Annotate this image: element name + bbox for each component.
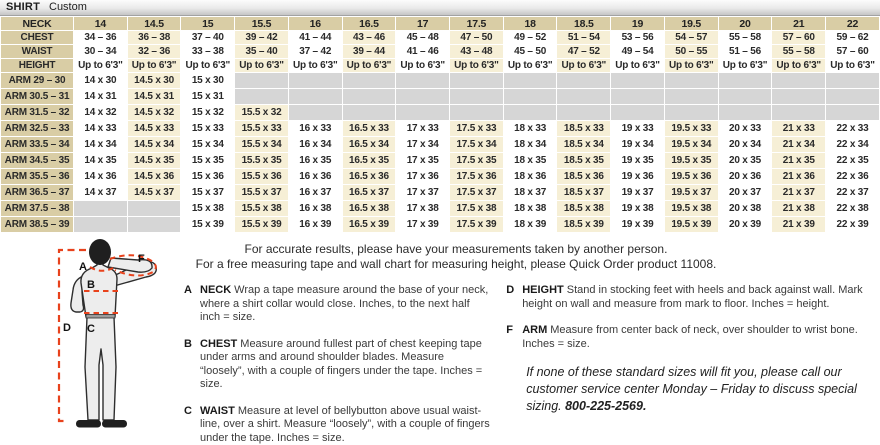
table-row <box>1 169 880 185</box>
size-cell: 45 – 48 <box>396 31 450 45</box>
table-row <box>1 217 880 233</box>
size-cell: 57 – 60 <box>772 31 826 45</box>
size-cell: 37 – 42 <box>288 45 342 59</box>
size-cell: 15 x 35 <box>181 153 235 169</box>
size-cell: 16 x 34 <box>288 137 342 153</box>
neck-row-label: NECK <box>1 17 74 31</box>
size-cell: Up to 6'3" <box>181 59 235 73</box>
size-cell: 17.5 x 38 <box>450 201 504 217</box>
size-cell <box>127 217 181 233</box>
figure-label-d: D <box>63 322 71 334</box>
size-cell <box>288 105 342 121</box>
size-cell: 15 x 34 <box>181 137 235 153</box>
size-cell <box>826 73 880 89</box>
size-cell: 16.5 x 34 <box>342 137 396 153</box>
instruction-height <box>506 284 876 311</box>
row-label: ARM 31.5 – 32 <box>1 105 74 121</box>
size-cell: Up to 6'3" <box>396 59 450 73</box>
size-cell: Up to 6'3" <box>342 59 396 73</box>
size-cell: 19.5 x 37 <box>664 185 718 201</box>
size-cell: Up to 6'3" <box>557 59 611 73</box>
neck-size: 19 <box>611 17 665 31</box>
size-cell <box>235 73 289 89</box>
size-cell: 53 – 56 <box>611 31 665 45</box>
table-row <box>1 185 880 201</box>
shoe-left <box>76 420 101 428</box>
size-cell: 47 – 52 <box>557 45 611 59</box>
size-cell: 35 – 40 <box>235 45 289 59</box>
size-cell: 21 x 35 <box>772 153 826 169</box>
instruction-text: WAIST Measure at level of bellybutton above usual waist-line, over a shirt. Measure “loosely”, with a couple of fingers under the tape. Inches = size. <box>200 404 490 444</box>
size-cell: 19.5 x 39 <box>664 217 718 233</box>
row-label: ARM 36.5 – 37 <box>1 185 74 201</box>
size-cell: 34 – 36 <box>74 31 128 45</box>
row-label: ARM 29 – 30 <box>1 73 74 89</box>
neck-size: 22 <box>826 17 880 31</box>
special-sizing-note: If none of these standard sizes will fit you, please call our customer service center Monday – Friday to discuss special sizing. 800-225-2569. <box>526 365 857 413</box>
instruction-text: ARM Measure from center back of neck, over shoulder to wrist bone. Inches = size. <box>522 324 858 350</box>
figure-label-c: C <box>87 323 95 335</box>
size-cell: 39 – 44 <box>342 45 396 59</box>
size-cell: Up to 6'3" <box>450 59 504 73</box>
size-cell: 18.5 x 33 <box>557 121 611 137</box>
size-cell <box>288 73 342 89</box>
size-cell: 14.5 x 33 <box>127 121 181 137</box>
size-cell <box>396 105 450 121</box>
size-cell: 49 – 54 <box>611 45 665 59</box>
size-cell: 15 x 32 <box>181 105 235 121</box>
size-cell: 16.5 x 35 <box>342 153 396 169</box>
instruction-letter: A <box>184 284 192 296</box>
size-cell: 17 x 33 <box>396 121 450 137</box>
size-cell: 18 x 37 <box>503 185 557 201</box>
size-cell: 41 – 44 <box>288 31 342 45</box>
table-row <box>1 121 880 137</box>
size-cell <box>611 105 665 121</box>
size-cell: 18.5 x 36 <box>557 169 611 185</box>
instructions-column-right <box>506 284 876 445</box>
size-cell: 15.5 x 35 <box>235 153 289 169</box>
size-cell: 21 x 34 <box>772 137 826 153</box>
size-cell: 19 x 34 <box>611 137 665 153</box>
size-cell <box>396 73 450 89</box>
size-cell <box>450 105 504 121</box>
table-row <box>1 59 880 73</box>
size-cell: 19 x 36 <box>611 169 665 185</box>
size-cell: 20 x 35 <box>718 153 772 169</box>
table-row <box>1 73 880 89</box>
size-cell: 20 x 37 <box>718 185 772 201</box>
size-cell: 17 x 38 <box>396 201 450 217</box>
row-label: ARM 35.5 – 36 <box>1 169 74 185</box>
size-cell: 22 x 33 <box>826 121 880 137</box>
size-cell <box>450 73 504 89</box>
size-cell <box>342 73 396 89</box>
intro-text <box>180 242 732 272</box>
size-cell: 15 x 30 <box>181 73 235 89</box>
instruction-text: NECK Wrap a tape measure around the base of your neck, where a shirt collar would close. Inches, to the next half inch = size. <box>200 284 489 323</box>
neck-header-row <box>1 17 880 31</box>
table-row <box>1 89 880 105</box>
size-cell <box>664 105 718 121</box>
instruction-neck <box>184 284 490 325</box>
size-cell: Up to 6'3" <box>503 59 557 73</box>
size-cell <box>503 89 557 105</box>
size-cell: 15.5 x 38 <box>235 201 289 217</box>
instruction-letter: C <box>184 404 192 417</box>
measurement-figure-illustration <box>10 237 180 442</box>
row-label: CHEST <box>1 31 74 45</box>
size-cell: Up to 6'3" <box>74 59 128 73</box>
size-cell: Up to 6'3" <box>235 59 289 73</box>
size-cell <box>826 89 880 105</box>
size-cell: 14 x 35 <box>74 153 128 169</box>
size-cell: 18 x 39 <box>503 217 557 233</box>
size-cell: 15 x 33 <box>181 121 235 137</box>
instruction-letter: F <box>506 324 513 336</box>
size-cell <box>611 73 665 89</box>
size-cell: 15.5 x 32 <box>235 105 289 121</box>
neck-size: 14.5 <box>127 17 181 31</box>
size-cell <box>557 89 611 105</box>
figure-label-b: B <box>87 279 95 291</box>
size-cell: 20 x 34 <box>718 137 772 153</box>
table-row <box>1 153 880 169</box>
size-cell: 18.5 x 39 <box>557 217 611 233</box>
neck-size: 16 <box>288 17 342 31</box>
size-cell: 14.5 x 32 <box>127 105 181 121</box>
size-cell: 22 x 35 <box>826 153 880 169</box>
size-cell: 43 – 46 <box>342 31 396 45</box>
size-cell: 21 x 39 <box>772 217 826 233</box>
table-row <box>1 45 880 59</box>
size-cell <box>503 105 557 121</box>
row-label: ARM 34.5 – 35 <box>1 153 74 169</box>
size-cell: 19.5 x 35 <box>664 153 718 169</box>
size-cell: 19 x 37 <box>611 185 665 201</box>
size-cell: 14.5 x 37 <box>127 185 181 201</box>
instructions-column-left <box>184 284 490 445</box>
size-cell: 32 – 36 <box>127 45 181 59</box>
size-cell: 41 – 46 <box>396 45 450 59</box>
shoe-right <box>102 420 127 428</box>
table-row <box>1 201 880 217</box>
size-cell <box>718 73 772 89</box>
size-cell: 18 x 38 <box>503 201 557 217</box>
instruction-text: CHEST Measure around fullest part of chest keeping tape under arms and around shoulder blades. Measure “loosely”, with a couple of fingers under the tape. Inches = size. <box>200 337 483 390</box>
size-cell <box>664 89 718 105</box>
size-cell <box>718 105 772 121</box>
waistband <box>86 315 115 319</box>
size-cell: 15.5 x 34 <box>235 137 289 153</box>
size-cell: 18 x 33 <box>503 121 557 137</box>
neck-size: 21 <box>772 17 826 31</box>
neck-size: 15 <box>181 17 235 31</box>
instruction-text: HEIGHT Stand in stocking feet with heels and back against wall. Mark height on wall and measure from mark to floor. Inches = height. <box>522 284 863 310</box>
size-cell: 20 x 33 <box>718 121 772 137</box>
size-cell <box>664 73 718 89</box>
size-cell: 19.5 x 36 <box>664 169 718 185</box>
size-cell: 16 x 33 <box>288 121 342 137</box>
size-cell: 14 x 37 <box>74 185 128 201</box>
instruction-letter: B <box>184 337 192 350</box>
size-cell: 21 x 36 <box>772 169 826 185</box>
measuring-section <box>0 233 880 445</box>
size-cell: 36 – 38 <box>127 31 181 45</box>
size-cell: 15.5 x 39 <box>235 217 289 233</box>
size-cell: 33 – 38 <box>181 45 235 59</box>
size-cell: 19.5 x 34 <box>664 137 718 153</box>
size-cell: 19 x 39 <box>611 217 665 233</box>
size-cell: 43 – 48 <box>450 45 504 59</box>
size-cell: 16.5 x 33 <box>342 121 396 137</box>
size-cell: 16.5 x 36 <box>342 169 396 185</box>
figure-label-a: A <box>79 261 87 273</box>
chart-subtitle: Custom <box>49 1 87 13</box>
size-cell: 15 x 31 <box>181 89 235 105</box>
size-cell: 18.5 x 38 <box>557 201 611 217</box>
size-cell: 21 x 37 <box>772 185 826 201</box>
row-label: ARM 37.5 – 38 <box>1 201 74 217</box>
instruction-waist <box>184 405 490 445</box>
row-label: WAIST <box>1 45 74 59</box>
size-cell: 18.5 x 34 <box>557 137 611 153</box>
size-cell: Up to 6'3" <box>664 59 718 73</box>
size-cell <box>342 105 396 121</box>
size-cell: 37 – 40 <box>181 31 235 45</box>
size-cell: 59 – 62 <box>826 31 880 45</box>
size-cell: 50 – 55 <box>664 45 718 59</box>
size-cell: 16 x 36 <box>288 169 342 185</box>
neck-size: 17 <box>396 17 450 31</box>
size-cell: 22 x 34 <box>826 137 880 153</box>
size-cell: 15.5 x 36 <box>235 169 289 185</box>
size-cell: 14.5 x 35 <box>127 153 181 169</box>
size-cell: Up to 6'3" <box>826 59 880 73</box>
size-cell <box>826 105 880 121</box>
size-cell: 22 x 36 <box>826 169 880 185</box>
size-cell: 14.5 x 36 <box>127 169 181 185</box>
figure-label-f: F <box>138 253 145 265</box>
instruction-chest <box>184 338 490 392</box>
row-label: ARM 33.5 – 34 <box>1 137 74 153</box>
size-cell: 16.5 x 38 <box>342 201 396 217</box>
size-cell: 14 x 33 <box>74 121 128 137</box>
instructions-content <box>180 242 876 445</box>
size-cell: 17 x 37 <box>396 185 450 201</box>
size-cell: 19 x 38 <box>611 201 665 217</box>
size-cell: 18 x 35 <box>503 153 557 169</box>
size-cell <box>127 201 181 217</box>
size-cell <box>772 73 826 89</box>
size-cell: 16 x 37 <box>288 185 342 201</box>
size-cell <box>503 73 557 89</box>
size-cell: 20 x 39 <box>718 217 772 233</box>
size-cell: 22 x 37 <box>826 185 880 201</box>
size-cell: 17.5 x 35 <box>450 153 504 169</box>
size-cell: 16 x 39 <box>288 217 342 233</box>
size-cell: 14.5 x 30 <box>127 73 181 89</box>
size-cell: 17.5 x 34 <box>450 137 504 153</box>
table-row <box>1 137 880 153</box>
size-cell <box>396 89 450 105</box>
size-cell <box>611 89 665 105</box>
size-cell: 30 – 34 <box>74 45 128 59</box>
size-cell: 14 x 31 <box>74 89 128 105</box>
size-cell: Up to 6'3" <box>772 59 826 73</box>
size-cell <box>772 105 826 121</box>
size-cell: 22 x 39 <box>826 217 880 233</box>
size-cell <box>557 73 611 89</box>
size-cell: 15.5 x 37 <box>235 185 289 201</box>
size-cell <box>235 89 289 105</box>
size-cell: 19 x 35 <box>611 153 665 169</box>
size-cell: Up to 6'3" <box>611 59 665 73</box>
size-cell: Up to 6'3" <box>288 59 342 73</box>
size-cell: 16 x 35 <box>288 153 342 169</box>
neck-size: 18.5 <box>557 17 611 31</box>
size-cell: 16.5 x 37 <box>342 185 396 201</box>
size-cell: 55 – 58 <box>718 31 772 45</box>
intro-line-1: For accurate results, please have your measurements taken by another person. <box>244 242 668 256</box>
neck-size: 16.5 <box>342 17 396 31</box>
neck-size: 20 <box>718 17 772 31</box>
size-cell <box>772 89 826 105</box>
head <box>89 239 111 265</box>
size-cell: 45 – 50 <box>503 45 557 59</box>
size-cell: 21 x 33 <box>772 121 826 137</box>
size-cell: Up to 6'3" <box>718 59 772 73</box>
size-cell: 14.5 x 31 <box>127 89 181 105</box>
instruction-letter: D <box>506 284 515 296</box>
size-cell: 19.5 x 33 <box>664 121 718 137</box>
size-cell: 14 x 32 <box>74 105 128 121</box>
row-label: ARM 38.5 – 39 <box>1 217 74 233</box>
neck-size: 19.5 <box>664 17 718 31</box>
row-label: HEIGHT <box>1 59 74 73</box>
size-cell: 18 x 34 <box>503 137 557 153</box>
row-label: ARM 30.5 – 31 <box>1 89 74 105</box>
instruction-arm <box>506 324 876 351</box>
size-table <box>0 16 880 233</box>
size-cell: 17 x 39 <box>396 217 450 233</box>
chart-header <box>0 0 880 16</box>
size-cell <box>450 89 504 105</box>
size-cell <box>288 89 342 105</box>
neck-size: 17.5 <box>450 17 504 31</box>
size-cell: 54 – 57 <box>664 31 718 45</box>
size-cell: 57 – 60 <box>826 45 880 59</box>
size-cell: 15 x 38 <box>181 201 235 217</box>
size-cell: 47 – 50 <box>450 31 504 45</box>
size-cell: 20 x 36 <box>718 169 772 185</box>
size-cell: 19 x 33 <box>611 121 665 137</box>
size-cell: 15 x 37 <box>181 185 235 201</box>
size-cell: 17.5 x 37 <box>450 185 504 201</box>
size-cell: 15 x 39 <box>181 217 235 233</box>
size-cell: 17 x 36 <box>396 169 450 185</box>
size-cell: 14 x 36 <box>74 169 128 185</box>
size-cell: 51 – 54 <box>557 31 611 45</box>
size-cell: 17.5 x 36 <box>450 169 504 185</box>
size-cell <box>74 217 128 233</box>
size-cell: 19.5 x 38 <box>664 201 718 217</box>
size-cell: 18.5 x 37 <box>557 185 611 201</box>
size-cell: 18 x 36 <box>503 169 557 185</box>
size-cell: 18.5 x 35 <box>557 153 611 169</box>
size-cell: 39 – 42 <box>235 31 289 45</box>
neck-size: 14 <box>74 17 128 31</box>
size-cell: 49 – 52 <box>503 31 557 45</box>
size-cell: 51 – 56 <box>718 45 772 59</box>
table-row <box>1 105 880 121</box>
size-cell <box>557 105 611 121</box>
customer-service-phone: 800-225-2569. <box>565 399 647 413</box>
size-cell: 22 x 38 <box>826 201 880 217</box>
size-cell: 17.5 x 39 <box>450 217 504 233</box>
intro-line-2: For a free measuring tape and wall chart for measuring height, please Quick Order product 11008. <box>195 257 717 271</box>
chart-title: SHIRT <box>6 1 40 13</box>
size-cell: 55 – 58 <box>772 45 826 59</box>
size-cell: 20 x 38 <box>718 201 772 217</box>
size-cell: 14.5 x 34 <box>127 137 181 153</box>
size-cell: 14 x 34 <box>74 137 128 153</box>
size-cell: 16 x 38 <box>288 201 342 217</box>
size-cell: 16.5 x 39 <box>342 217 396 233</box>
size-cell <box>718 89 772 105</box>
size-cell <box>342 89 396 105</box>
table-row <box>1 31 880 45</box>
neck-size: 15.5 <box>235 17 289 31</box>
size-cell: 17 x 35 <box>396 153 450 169</box>
size-cell: 14 x 30 <box>74 73 128 89</box>
size-cell: 15 x 36 <box>181 169 235 185</box>
size-cell: 15.5 x 33 <box>235 121 289 137</box>
size-cell: 17.5 x 33 <box>450 121 504 137</box>
row-label: ARM 32.5 – 33 <box>1 121 74 137</box>
person-silhouette <box>71 258 156 420</box>
size-cell <box>74 201 128 217</box>
size-cell: Up to 6'3" <box>127 59 181 73</box>
size-cell: 17 x 34 <box>396 137 450 153</box>
size-cell: 21 x 38 <box>772 201 826 217</box>
neck-size: 18 <box>503 17 557 31</box>
